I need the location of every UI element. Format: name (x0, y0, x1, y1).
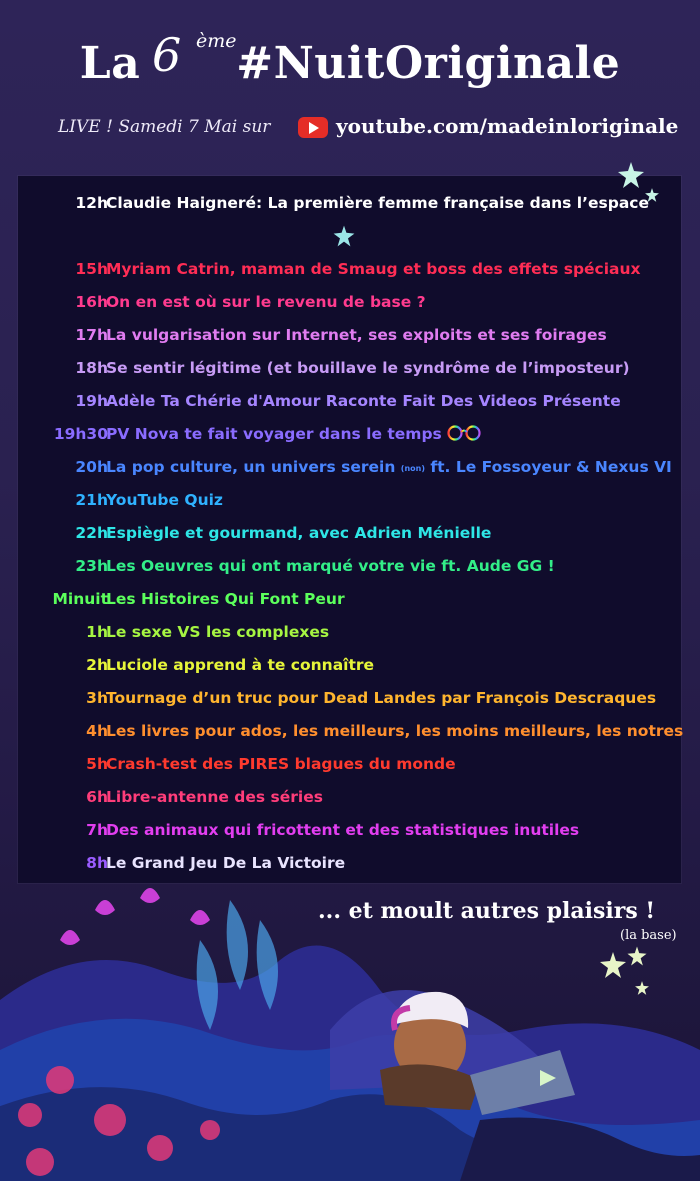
row-title: La vulgarisation sur Internet, ses exploits et ses foirages (106, 326, 607, 344)
schedule-row-2h (18, 651, 681, 679)
row-title: Claudie Haigneré: La première femme française dans l’espace (106, 194, 649, 212)
schedule-row-minuit (18, 585, 681, 613)
row-time: 22h (75, 524, 108, 542)
schedule-row-4h (18, 717, 684, 745)
edition-superscript: ème (196, 30, 237, 52)
outro-text: ... et moult autres plaisirs ! (318, 898, 656, 924)
row-title: Crash-test des PIRES blagues du monde (106, 755, 456, 773)
schedule-row-5h (18, 750, 681, 778)
schedule-row-23h (18, 552, 681, 580)
row-title: Les livres pour ados, les meilleurs, les moins meilleurs, les notres (106, 722, 684, 740)
schedule-row-20h (18, 453, 681, 481)
star-icon (616, 160, 646, 190)
landscape-illustration (0, 880, 700, 1181)
row-time: 7h (86, 821, 108, 839)
row-title: Le sexe VS les complexes (106, 623, 330, 641)
row-title: Adèle Ta Chérie d'Amour Raconte Fait Des Videos Présente (106, 392, 621, 410)
row-title: Tournage d’un truc pour Dead Landes par François Descraques (106, 689, 657, 707)
star-icon (644, 187, 660, 203)
schedule-row-8h (18, 849, 681, 877)
schedule-row-12h (18, 189, 681, 217)
youtube-icon (298, 117, 328, 138)
row-title-main: La pop culture, un univers serein (106, 458, 396, 476)
row-title: Libre-antenne des séries (106, 788, 323, 806)
schedule-row-22h (18, 519, 681, 547)
row-time: 17h (75, 326, 108, 344)
youtube-link[interactable]: youtube.com/madeinloriginale (336, 114, 679, 138)
row-time: 18h (75, 359, 108, 377)
row-time: 4h (86, 722, 108, 740)
schedule-row-21h (18, 486, 681, 514)
row-title: Espiègle et gourmand, avec Adrien Ménielle (106, 524, 492, 542)
outro-subtext: (la base) (620, 928, 677, 943)
schedule-row-18h (18, 354, 681, 382)
schedule-row-7h (18, 816, 681, 844)
schedule-row-15h (18, 255, 681, 283)
star-icon (332, 224, 356, 248)
rainbow-glasses-icon (446, 423, 482, 441)
row-time: 19h (75, 392, 108, 410)
row-title: Le Grand Jeu De La Victoire (106, 854, 346, 872)
row-title: Les Histoires Qui Font Peur (106, 590, 345, 608)
row-time: 16h (75, 293, 108, 311)
row-title (106, 453, 672, 483)
row-time: 1h (86, 623, 108, 641)
row-time: 8h (86, 854, 108, 872)
title-hashtag: #NuitOriginale (236, 38, 621, 89)
row-title-text: PV Nova te fait voyager dans le temps (106, 425, 442, 443)
row-title: Se sentir légitime (et bouillave le syndrôme de l’imposteur) (106, 359, 630, 377)
row-title (106, 420, 482, 448)
row-title: Luciole apprend à te connaître (106, 656, 375, 674)
edition-number: 6 (152, 28, 182, 82)
row-time: 6h (86, 788, 108, 806)
row-title: YouTube Quiz (106, 491, 223, 509)
row-time: 23h (75, 557, 108, 575)
schedule-row-17h (18, 321, 681, 349)
live-announcement: LIVE ! Samedi 7 Mai sur (58, 117, 271, 137)
schedule-row-1h (18, 618, 681, 646)
title-la: La (79, 38, 141, 89)
page-title (0, 38, 700, 89)
row-time: 3h (86, 689, 108, 707)
row-title-aside: (non) (400, 464, 425, 473)
row-time: 5h (86, 755, 108, 773)
row-title: On en est où sur le revenu de base ? (106, 293, 426, 311)
row-time: 2h (86, 656, 108, 674)
schedule-row-19h30 (18, 420, 681, 448)
row-time: 20h (75, 458, 108, 476)
row-time: 12h (75, 194, 108, 212)
row-title: Des animaux qui fricottent et des statistiques inutiles (106, 821, 580, 839)
row-title: Myriam Catrin, maman de Smaug et boss des effets spéciaux (106, 260, 641, 278)
row-time: 21h (75, 491, 108, 509)
schedule-row-16h (18, 288, 681, 316)
schedule-row-3h (18, 684, 681, 712)
row-title-end: ft. Le Fossoyeur & Nexus VI (430, 458, 672, 476)
row-time: Minuit (52, 590, 108, 608)
schedule-row-19h (18, 387, 681, 415)
row-time: 19h30 (53, 425, 108, 443)
schedule-row-6h (18, 783, 681, 811)
row-time: 15h (75, 260, 108, 278)
row-title: Les Oeuvres qui ont marqué votre vie ft. Aude GG ! (106, 557, 555, 575)
